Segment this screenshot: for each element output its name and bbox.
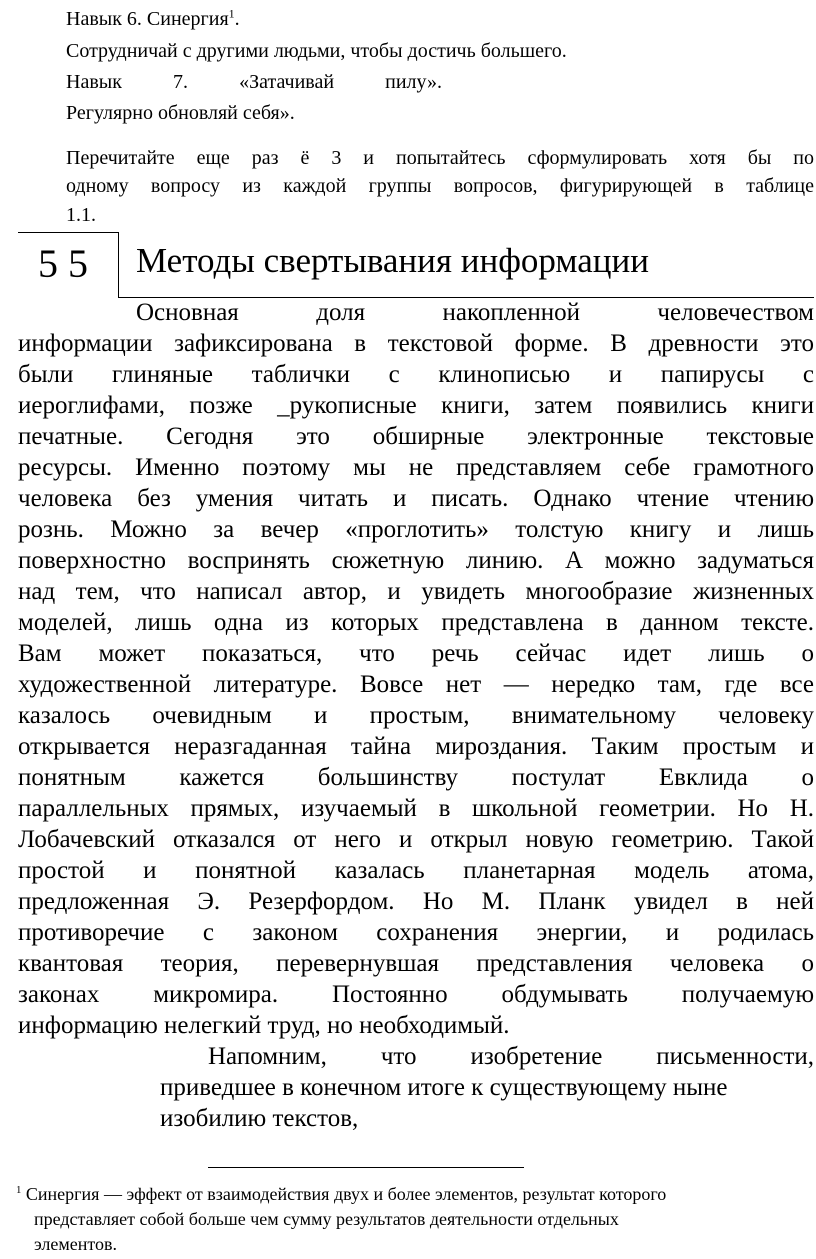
section-number: 5 5: [38, 241, 88, 286]
body-line: законах микромира. Постоянно обдумывать получаемую: [18, 981, 814, 1008]
body-line: Вам может показаться, что речь сейчас идет лишь о: [18, 640, 814, 667]
body-line: информации зафиксирована в текстовой форме. В древности это: [18, 330, 814, 357]
body-line: человека без умения читать и писать. Однако чтение чтению: [18, 485, 814, 512]
body-line: понятным кажется большинству постулат Евклида о: [18, 764, 814, 791]
section-divider: [118, 232, 119, 298]
body-line: открывается неразгаданная тайна мироздания. Таким простым и: [18, 733, 814, 760]
footnote-line-1: $^1$ Синергия — эффект от взаимодействия двух и более элементов, результат которого: [16, 1184, 667, 1204]
body-line: противоречие с законом сохранения энергии, и родилась: [18, 919, 814, 946]
body-line: Основная доля накопленной человечеством: [136, 299, 814, 326]
footnote-mark: 1: [16, 1184, 22, 1196]
body-line: моделей, лишь одна из которых представлена в данном тексте.: [18, 609, 814, 636]
skill7-title: Навык 7. «Затачивай пилу».: [66, 71, 442, 93]
body-line: иероглифами, позже _рукописные книги, затем появились книги: [18, 392, 814, 419]
footnote-line-2: представляет собой больше чем сумму результатов деятельности отдельных: [34, 1209, 619, 1229]
body-line: параллельных прямых, изучаемый в школьной геометрии. Но Н.: [18, 795, 814, 822]
body-line: квантовая теория, перевернувшая представления человека о: [18, 950, 814, 977]
footnote-line-3: элементов.: [34, 1234, 118, 1254]
task-line-3: 1.1.: [66, 204, 96, 226]
body-line: поверхностно воспринять сюжетную линию. А можно задуматься: [18, 547, 814, 574]
section-rule-top: [18, 232, 118, 233]
body-line: над тем, что написал автор, и увидеть многообразие жизненных: [18, 578, 814, 605]
body-line: предложенная Э. Резерфордом. Но М. Планк увидел в ней: [18, 888, 814, 915]
footnote-ref[interactable]: 1: [228, 6, 235, 21]
indent-line: изобилию текстов,: [160, 1105, 359, 1132]
skill7-text: Регулярно обновляй себя».: [66, 102, 295, 124]
indent-line: Напомним, что изобретение письменности,: [208, 1043, 814, 1070]
body-line: простой и понятной казалась планетарная модель атома,: [18, 857, 814, 884]
body-line: художественной литературе. Вовсе нет — нередко там, где все: [18, 671, 814, 698]
task-line-2: одному вопросу из каждой группы вопросов, фигурирующей в таблице: [66, 175, 814, 197]
section-title: Методы свертывания информации: [136, 241, 649, 280]
body-line: были глиняные таблички с клинописью и папирусы с: [18, 361, 814, 388]
body-line: ресурсы. Именно поэтому мы не представляем себе грамотного: [18, 454, 814, 481]
skill6-title: Навык 6. Синергия$^1$.: [66, 6, 240, 30]
body-line: печатные. Сегодня это обширные электронные текстовые: [18, 423, 814, 450]
body-line: Лобачевский отказался от него и открыл новую геометрию. Такой: [18, 826, 814, 853]
body-line: информацию нелегкий труд, но необходимый.: [18, 1012, 510, 1039]
footnote-separator: [208, 1167, 524, 1168]
task-line-1: Перечитайте еще раз ё 3 и попытайтесь сформулировать хотя бы по: [66, 147, 814, 169]
body-line: казалось очевидным и простым, внимательному человеку: [18, 702, 814, 729]
body-line: рознь. Можно за вечер «проглотить» толстую книгу и лишь: [18, 516, 814, 543]
indent-line: приведшее в конечном итоге к существующему ныне: [160, 1074, 728, 1101]
skill6-text: Сотрудничай с другими людьми, чтобы достичь большего.: [66, 40, 567, 62]
